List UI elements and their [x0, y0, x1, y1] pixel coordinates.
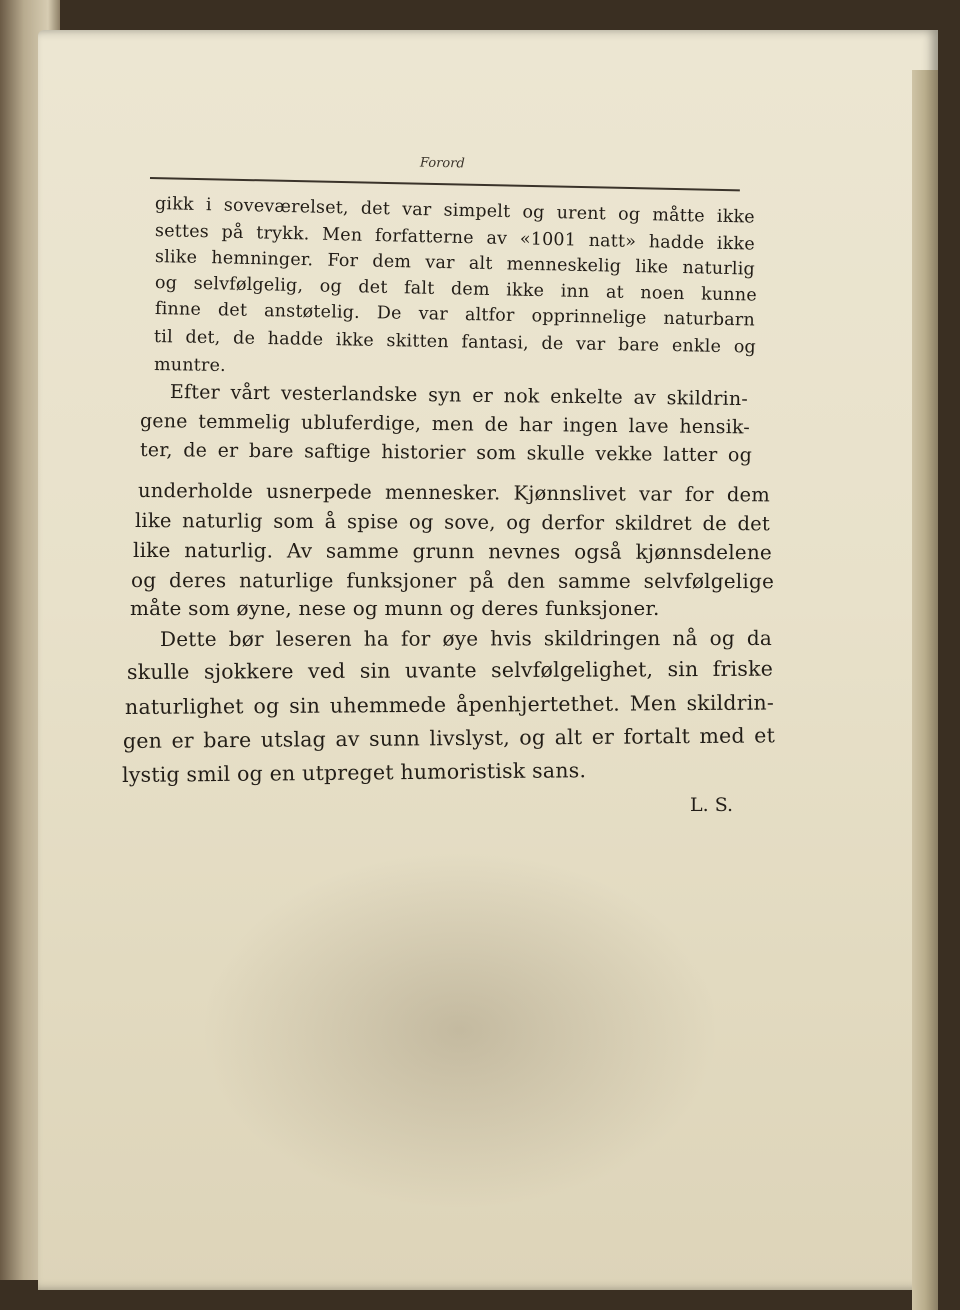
- text-line: ter, de er bare saftige historier som skulle vekke latter og: [139, 439, 753, 467]
- running-header: Forord: [419, 155, 465, 172]
- text-line: gikk i soveværelset, det var simpelt og urent og måtte ikke: [154, 194, 756, 228]
- text-line: like naturlig som å spise og sove, og derfor skildret de det: [134, 509, 771, 536]
- text-line: og deres naturlige funksjoner på den samme selvfølgelige: [130, 568, 775, 594]
- text-line: gen er bare utslag av sunn livslyst, og alt er fortalt med et: [122, 723, 776, 753]
- text-line: Dette bør leseren ha for øye hvis skildringen nå og da: [159, 625, 773, 651]
- signature: L. S.: [690, 794, 734, 816]
- text-line: finne det anstøtelig. De var altfor opprinnelige naturbarn: [154, 299, 756, 331]
- text-line: muntre.: [153, 355, 227, 377]
- text-line: naturlighet og sin uhemmede åpenhjertethet. Men skildrin-: [124, 690, 775, 719]
- shadow: [200, 850, 720, 1210]
- text-line: lystig smil og en utpreget humoristisk sans.: [121, 758, 587, 787]
- text-line: settes på trykk. Men forfatterne av «1001 natt» hadde ikke: [154, 221, 756, 255]
- text-line: måte som øyne, nese og munn og deres funksjoner.: [130, 596, 660, 620]
- text-line: like naturlig. Av samme grunn nevnes også kjønnsdelene: [132, 538, 773, 565]
- text-line: til det, de hadde ikke skitten fantasi, de var bare enkle og: [153, 327, 757, 358]
- text-line: og selvfølgelig, og det falt dem ikke inn at noen kunne: [154, 273, 758, 306]
- text-line: slike hemninger. For dem var alt menneskelig like naturlig: [154, 247, 756, 280]
- text-line: underholde usnerpede mennesker. Kjønnslivet var for dem: [137, 479, 771, 507]
- page-edge: [912, 70, 938, 1310]
- text-line: Efter vårt vesterlandske syn er nok enkelte av skildrin-: [169, 381, 749, 411]
- text-line: gene temmelig ubluferdige, men de har ingen lave hensik-: [139, 410, 751, 439]
- text-line: skulle sjokkere ved sin uvante selvfølgelighet, sin friske: [126, 656, 774, 684]
